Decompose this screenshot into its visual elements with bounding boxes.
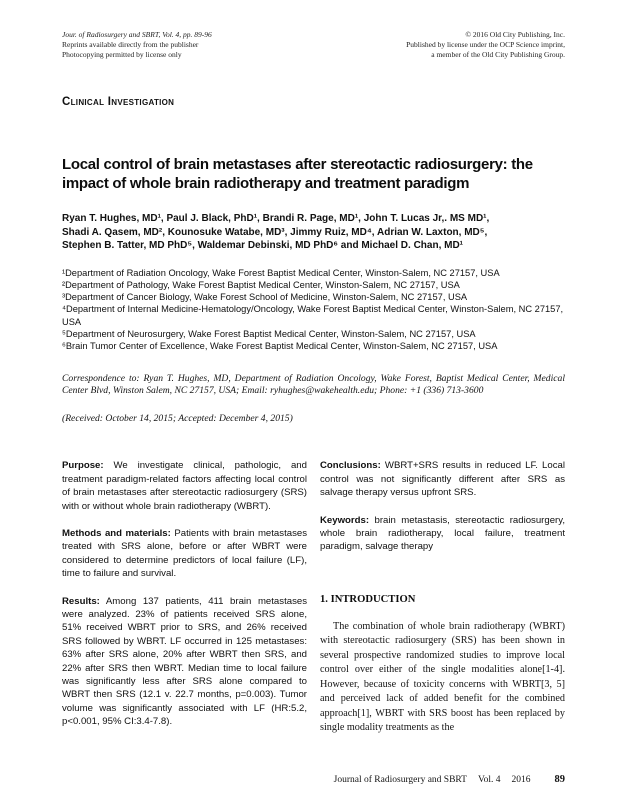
article-type-label: Clinical Investigation (62, 96, 175, 108)
abstract-keywords (320, 514, 565, 554)
masthead-copyright-line: © 2016 Old City Publishing, Inc. (465, 30, 565, 39)
abstract-columns (62, 459, 565, 742)
author-line-3: Stephen B. Tatter, MD PhD⁵, Waldemar Debinski, MD PhD⁶ and Michael D. Chan, MD¹ (62, 240, 464, 251)
abstract-conclusions (320, 459, 565, 499)
keywords-label: Keywords: (320, 514, 370, 526)
conclusions-text: WBRT+SRS results in reduced LF. Local control was not significantly different after SRS as salvage therapy versus upfront SRS. (320, 460, 565, 499)
purpose-label: Purpose: (62, 460, 104, 472)
masthead-license-line: Published by license under the OCP Science imprint, (406, 40, 565, 49)
footer-volume: Vol. 4 (477, 775, 501, 785)
introduction-paragraph: The combination of whole brain radiotherapy (WBRT) with stereotactic radiosurgery (SRS) has been shown in several prospective randomized studies to improve local control over either of the single modalities alone[1-4]. However, because of toxicity concerns with WBRT[3, 5] and perceived lack of added benefit for the combined approach[1], WBRT with SRS boost has been replaced by single modality treatments as the (320, 620, 565, 734)
methods-text: Patients with brain metastases treated with SRS alone, before or after WBRT were considered to determine predictors of local failure (LF), time to failure and survival. (62, 527, 307, 580)
journal-masthead (62, 30, 565, 60)
left-column (62, 459, 307, 742)
author-line-2: Shadi A. Qasem, MD², Kounosuke Watabe, MD³, Jimmy Ruiz, MD⁴, Adrian W. Laxton, MD⁵, (62, 226, 488, 238)
masthead-journal-line: Jour. of Radiosurgery and SBRT, Vol. 4, pp. 89-96 (62, 30, 212, 39)
conclusions-label: Conclusions: (320, 460, 381, 472)
author-line-1: Ryan T. Hughes, MD¹, Paul J. Black, PhD¹, Brandi R. Page, MD¹, John T. Lucas Jr,. MS MD¹, (62, 213, 490, 224)
affiliation-1: ¹Department of Radiation Oncology, Wake Forest Baptist Medical Center, Winston-Salem, NC 27157, USA (62, 267, 500, 278)
affiliation-list (62, 267, 565, 353)
footer-journal-name: Journal of Radiosurgery and SBRT (333, 775, 467, 785)
footer-page-number: 89 (554, 774, 565, 785)
masthead-right (406, 30, 565, 60)
abstract-purpose (62, 459, 307, 513)
author-list (62, 212, 565, 253)
keywords-text: brain metastasis, stereotactic radiosurgery, whole brain radiotherapy, local failure, treatment paradigm, salvage therapy (320, 514, 565, 553)
masthead-reprints-line: Reprints available directly from the publisher (62, 40, 199, 49)
paper-title-line-2: impact of whole brain radiotherapy and treatment paradigm (62, 174, 470, 192)
footer-year: 2016 (511, 775, 531, 785)
affiliation-6: ⁶Brain Tumor Center of Excellence, Wake Forest Baptist Medical Center, Winston-Salem, NC 27157, USA (62, 341, 498, 352)
purpose-text: We investigate clinical, pathologic, and treatment paradigm-related factors affecting local control of brain metastases after stereotactic radiosurgery (SRS) with or without whole brain radiotherapy (WBRT). (62, 460, 307, 512)
results-text: Among 137 patients, 411 brain metastases were analyzed. 23% of patients received SRS alone, 51% received WBRT prior to SRS, and 26% received SRS followed by WBRT. LF occurred in 125 metastases: 63% after SRS alone, 20% after WBRT then SRS, and 22% after SRS then WBRT. Median time to local failure was significantly less after SRS alone compared to WBRT then SRS (12.1 v. 22.7 months, p=0.003). Tumor volume was significantly associated with LF (HR:5.2, p<0.001, 95% CI:3.4-7.8). (62, 595, 307, 728)
paper-title (62, 156, 565, 193)
received-accepted-dates: (Received: October 14, 2015; Accepted: December 4, 2015) (62, 412, 293, 424)
methods-label: Methods and materials: (62, 527, 171, 539)
affiliation-5: ⁵Department of Neurosurgery, Wake Forest Baptist Medical Center, Winston-Salem, NC 27157, USA (62, 328, 476, 339)
correspondence-note: Correspondence to: Ryan T. Hughes, MD, Department of Radiation Oncology, Wake Forest, Baptist Medical Center, Medical Center Blvd, Winston Salem, NC 27157, USA; Email: ryhughes@wakehealth.edu; Phone: +1 (336) 713-3600 (62, 372, 565, 397)
affiliation-2: ²Department of Pathology, Wake Forest Baptist Medical Center, Winston-Salem, NC 27157, USA (62, 279, 460, 290)
paper-title-line-1: Local control of brain metastases after stereotactic radiosurgery: the (62, 156, 533, 173)
abstract-methods (62, 527, 307, 581)
abstract-results (62, 595, 307, 729)
masthead-photocopy-line: Photocopying permitted by license only (62, 50, 182, 59)
affiliation-4: ⁴Department of Internal Medicine-Hematology/Oncology, Wake Forest Baptist Medical Center, Winston-Salem, NC 27157, USA (62, 304, 564, 327)
affiliation-3: ³Department of Cancer Biology, Wake Forest School of Medicine, Winston-Salem, NC 27157, USA (62, 292, 468, 303)
page-footer (334, 774, 565, 785)
introduction-heading: 1. INTRODUCTION (320, 593, 416, 605)
masthead-group-line: a member of the Old City Publishing Group. (431, 50, 565, 59)
masthead-left (62, 30, 212, 60)
right-column (320, 459, 565, 742)
results-label: Results: (62, 595, 100, 607)
